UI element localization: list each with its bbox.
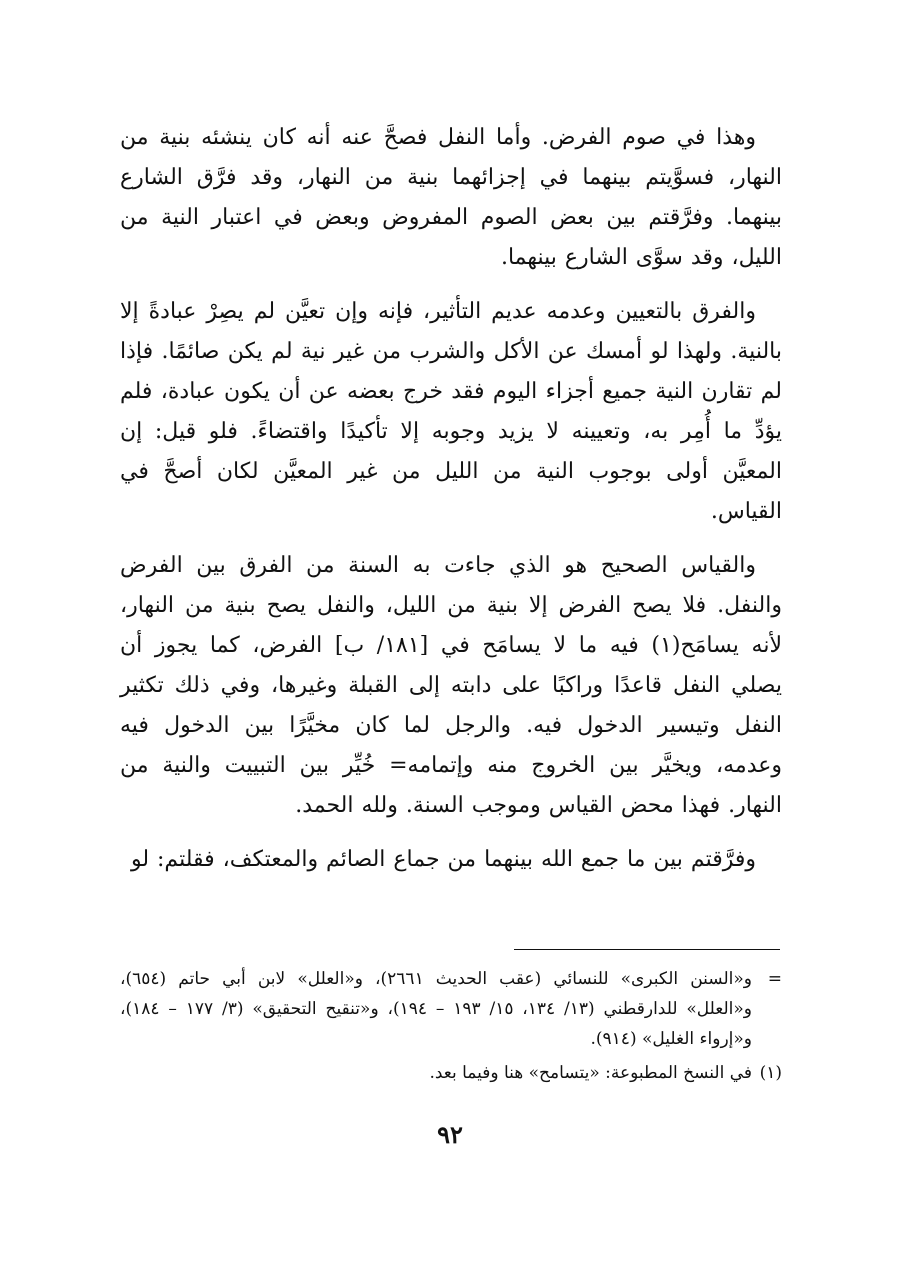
main-text — [120, 118, 782, 894]
footnote-separator — [514, 949, 780, 950]
footnotes — [120, 964, 782, 1092]
footnote-marker-continuation: = — [767, 969, 782, 989]
paragraph-3: والقياس الصحيح هو الذي جاءت به السنة من الفرق بين الفرض والنفل. فلا يصح الفرض إلا بنية من الليل، والنفل يصح بنية من النهار، لأنه يسامَح(١) فيه ما لا يسامَح في [١٨١/ ب] الفرض، كما يجوز أن يصلي النفل قاعدًا وراكبًا على دابته إلى القبلة وغيرها، وفي ذلك تكثير النفل وتيسير الدخول فيه. والرجل لما كان مخيَّرًا بين الدخول فيه وعدمه، ويخيَّر بين الخروج منه وإتمامه= خُيِّر بين التبييت والنية من النهار. فهذا محض القياس وموجب السنة. ولله الحمد. — [120, 553, 782, 818]
footnote-text: و«السنن الكبرى» للنسائي (عقب الحديث ٢٦٦١)، و«العلل» لابن أبي حاتم (٦٥٤)، و«العلل» للدارقطني (١٣/ ١٣٤، ١٥/ ١٩٣ – ١٩٤)، و«تنقيح التحقيق» (٣/ ١٧٧ – ١٨٤)، و«إرواء الغليل» (٩١٤). — [120, 969, 752, 1049]
footnote-text: في النسخ المطبوعة: «يتسامح» هنا وفيما بعد. — [429, 1063, 752, 1083]
footnote-continued — [120, 964, 782, 1054]
footnote-1 — [120, 1058, 782, 1088]
paragraph-1: وهذا في صوم الفرض. وأما النفل فصحَّ عنه أنه كان ينشئه بنية من النهار، فسوَّيتم بينهما في إجزائهما بنية من النهار، وقد فرَّق الشارع بينهما. وفرَّقتم بين بعض الصوم المفروض وبعض في اعتبار النية من الليل، وقد سوَّى الشارع بينهما. — [120, 125, 782, 270]
paragraph-2: والفرق بالتعيين وعدمه عديم التأثير، فإنه وإن تعيَّن لم يصِرْ عبادةً إلا بالنية. ولهذا لو أمسك عن الأكل والشرب من غير نية لم يكن صائمًا. فإذا لم تقارن النية جميع أجزاء اليوم فقد خرج بعضه عن أن يكون عبادة، فلم يؤدِّ ما أُمِر به، وتعيينه لا يزيد وجوبه إلا تأكيدًا واقتضاءً. فلو قيل: إن المعيَّن أولى بوجوب النية من الليل من غير المعيَّن لكان أصحَّ في القياس. — [120, 299, 782, 524]
footnote-marker-1: (١) — [759, 1063, 782, 1083]
page-number: ٩٢ — [437, 1120, 463, 1149]
paragraph-4: وفرَّقتم بين ما جمع الله بينهما من جماع الصائم والمعتكف، فقلتم: لو — [130, 847, 756, 872]
